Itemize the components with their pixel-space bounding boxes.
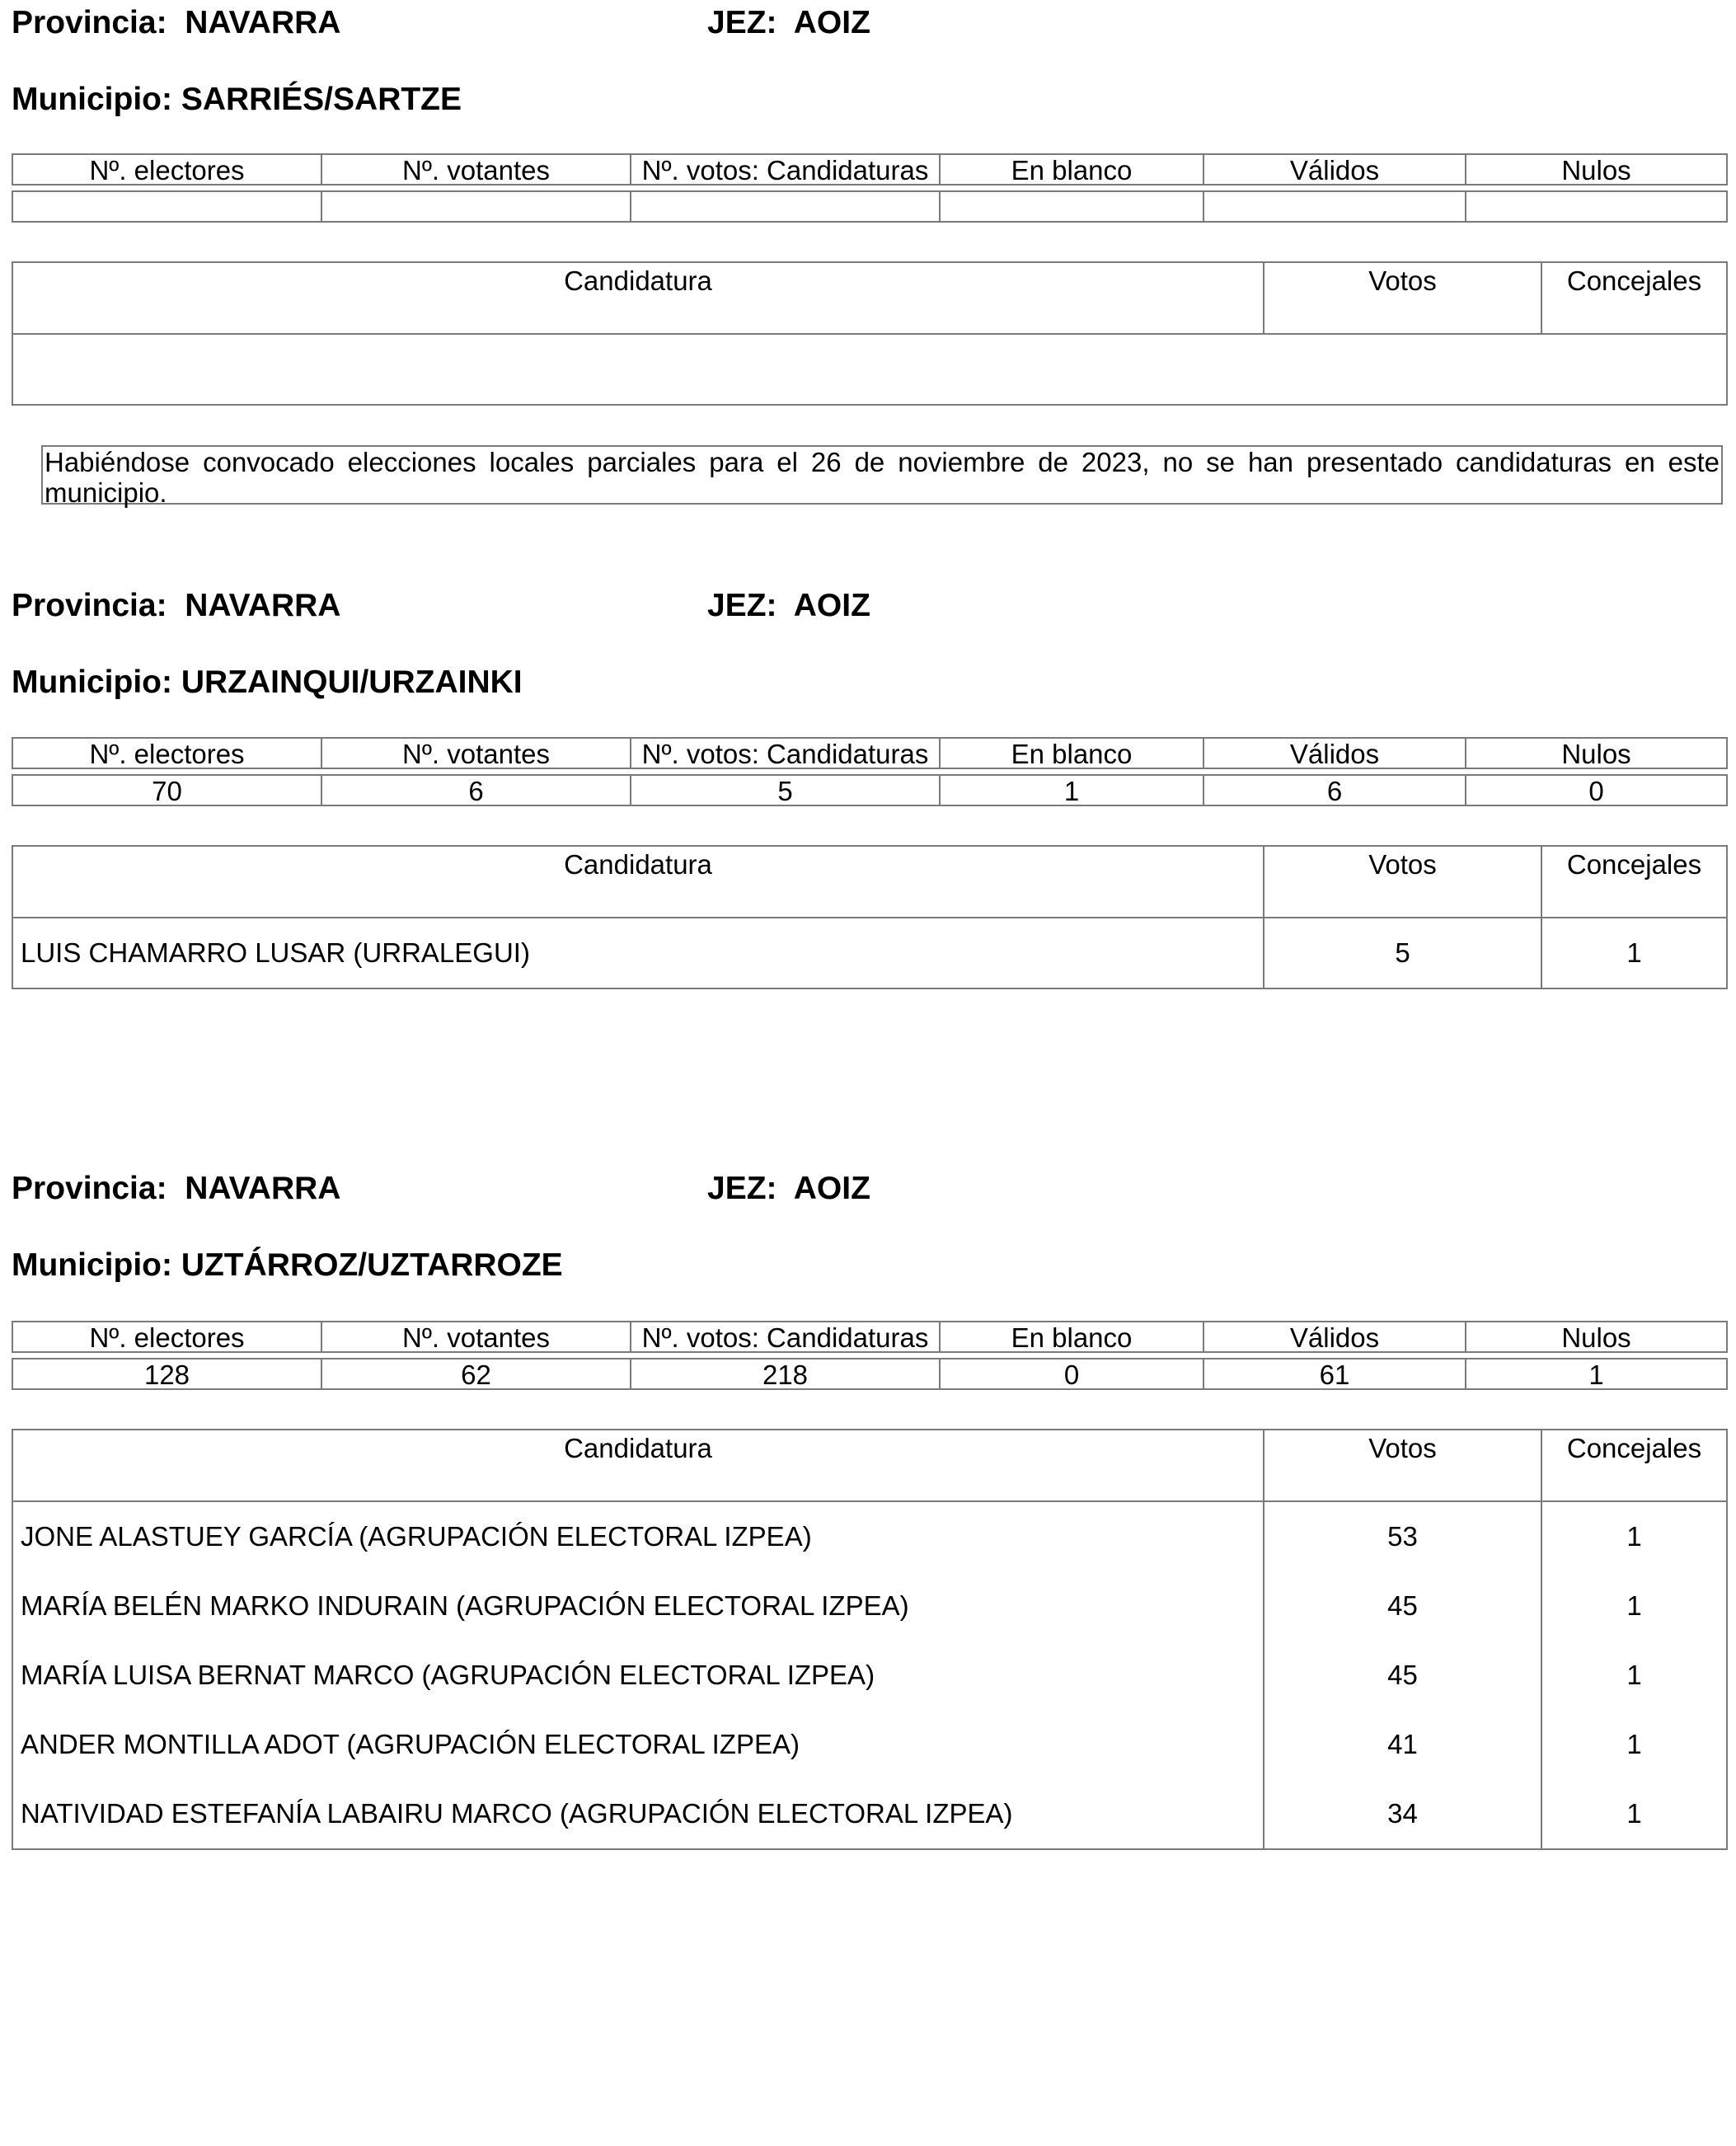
cand-header-row bbox=[12, 1430, 1727, 1501]
municipio-line bbox=[12, 1247, 563, 1284]
stats-value bbox=[940, 191, 1203, 222]
stats-header: Nulos bbox=[1466, 154, 1727, 185]
candidatura-concejales: 1 bbox=[1541, 1641, 1727, 1710]
notice-box: Habiéndose convocado elecciones locales parciales para el 26 de noviembre de 2023, no se han presentado candidaturas en este municipio. bbox=[41, 445, 1723, 505]
stats-header: Nº. votantes bbox=[321, 1322, 631, 1352]
stats-header: Válidos bbox=[1203, 1322, 1466, 1352]
stats-header: Nº. votantes bbox=[321, 154, 631, 185]
table-row bbox=[12, 1779, 1727, 1849]
stats-header: Válidos bbox=[1203, 738, 1466, 768]
candidatura-votos: 45 bbox=[1264, 1571, 1541, 1641]
municipio-value: SARRIÉS/SARTZE bbox=[181, 82, 462, 117]
stats-header-row bbox=[12, 1322, 1727, 1352]
stats-value bbox=[1203, 191, 1466, 222]
stats-header: Nº. electores bbox=[12, 738, 321, 768]
stats-value: 70 bbox=[12, 775, 321, 805]
stats-header: Nº. votantes bbox=[321, 738, 631, 768]
municipio-label: Municipio: bbox=[12, 664, 172, 700]
candidatura-votos: 5 bbox=[1264, 918, 1541, 988]
stats-value-row bbox=[12, 1359, 1727, 1389]
cand-header-row bbox=[12, 262, 1727, 334]
provincia-label: Provincia: bbox=[12, 588, 167, 623]
candidaturas-table bbox=[12, 1429, 1728, 1850]
stats-table bbox=[12, 737, 1728, 806]
candidatura-concejales: 1 bbox=[1541, 918, 1727, 988]
stats-header: En blanco bbox=[940, 1322, 1203, 1352]
jez-label: JEZ: bbox=[707, 588, 777, 623]
candidaturas-table bbox=[12, 845, 1728, 989]
municipio-line bbox=[12, 664, 523, 701]
cand-header-concejales: Concejales bbox=[1541, 846, 1727, 918]
jez-line bbox=[707, 1171, 870, 1207]
candidatura-name: MARÍA BELÉN MARKO INDURAIN (AGRUPACIÓN ELECTORAL IZPEA) bbox=[12, 1571, 1264, 1641]
municipio-line bbox=[12, 82, 462, 118]
stats-table bbox=[12, 1321, 1728, 1390]
stats-header: Nº. electores bbox=[12, 1322, 321, 1352]
stats-value: 6 bbox=[321, 775, 631, 805]
candidatura-votos: 45 bbox=[1264, 1641, 1541, 1710]
table-row bbox=[12, 1710, 1727, 1779]
cand-header-candidatura: Candidatura bbox=[12, 1430, 1264, 1501]
candidatura-concejales: 1 bbox=[1541, 1571, 1727, 1641]
stats-value: 128 bbox=[12, 1359, 321, 1389]
stats-header: Nº. electores bbox=[12, 154, 321, 185]
stats-header: Nº. votos: Candidaturas bbox=[631, 738, 940, 768]
provincia-label: Provincia: bbox=[12, 1171, 167, 1206]
stats-table bbox=[12, 153, 1728, 223]
stats-header: En blanco bbox=[940, 738, 1203, 768]
cand-header-concejales: Concejales bbox=[1541, 262, 1727, 334]
stats-header: Nulos bbox=[1466, 738, 1727, 768]
cand-header-votos: Votos bbox=[1264, 262, 1541, 334]
jez-value: AOIZ bbox=[793, 5, 870, 40]
stats-value: 0 bbox=[1466, 775, 1727, 805]
candidatura-concejales: 1 bbox=[1541, 1779, 1727, 1849]
table-row bbox=[12, 918, 1727, 988]
provincia-value: NAVARRA bbox=[185, 588, 341, 623]
candidatura-name: MARÍA LUISA BERNAT MARCO (AGRUPACIÓN ELECTORAL IZPEA) bbox=[12, 1641, 1264, 1710]
provincia-value: NAVARRA bbox=[185, 5, 341, 40]
cand-header-candidatura: Candidatura bbox=[12, 262, 1264, 334]
candidatura-name: ANDER MONTILLA ADOT (AGRUPACIÓN ELECTORAL IZPEA) bbox=[12, 1710, 1264, 1779]
jez-value: AOIZ bbox=[793, 1171, 870, 1206]
empty-cell bbox=[12, 334, 1727, 405]
stats-value-row bbox=[12, 191, 1727, 222]
stats-value: 61 bbox=[1203, 1359, 1466, 1389]
table-row bbox=[12, 1501, 1727, 1571]
municipio-value: UZTÁRROZ/UZTARROZE bbox=[181, 1247, 563, 1283]
stats-header-row bbox=[12, 738, 1727, 768]
cand-header-concejales: Concejales bbox=[1541, 1430, 1727, 1501]
provincia-line bbox=[12, 5, 340, 41]
stats-header: Nº. votos: Candidaturas bbox=[631, 154, 940, 185]
candidatura-name: JONE ALASTUEY GARCÍA (AGRUPACIÓN ELECTORAL IZPEA) bbox=[12, 1501, 1264, 1571]
candidatura-concejales: 1 bbox=[1541, 1501, 1727, 1571]
stats-value: 6 bbox=[1203, 775, 1466, 805]
stats-header: En blanco bbox=[940, 154, 1203, 185]
jez-value: AOIZ bbox=[793, 588, 870, 623]
stats-value: 5 bbox=[631, 775, 940, 805]
stats-value bbox=[631, 191, 940, 222]
stats-value: 62 bbox=[321, 1359, 631, 1389]
candidatura-votos: 41 bbox=[1264, 1710, 1541, 1779]
provincia-line bbox=[12, 1171, 340, 1207]
table-row bbox=[12, 1641, 1727, 1710]
jez-line bbox=[707, 5, 870, 41]
stats-header: Válidos bbox=[1203, 154, 1466, 185]
municipio-label: Municipio: bbox=[12, 82, 172, 117]
candidatura-name: NATIVIDAD ESTEFANÍA LABAIRU MARCO (AGRUPACIÓN ELECTORAL IZPEA) bbox=[12, 1779, 1264, 1849]
municipio-value: URZAINQUI/URZAINKI bbox=[181, 664, 523, 700]
table-row bbox=[12, 1571, 1727, 1641]
cand-header-votos: Votos bbox=[1264, 846, 1541, 918]
table-row bbox=[12, 334, 1727, 405]
cand-header-votos: Votos bbox=[1264, 1430, 1541, 1501]
stats-value bbox=[12, 191, 321, 222]
stats-value bbox=[321, 191, 631, 222]
provincia-value: NAVARRA bbox=[185, 1171, 341, 1206]
stats-value: 1 bbox=[940, 775, 1203, 805]
stats-header: Nº. votos: Candidaturas bbox=[631, 1322, 940, 1352]
jez-line bbox=[707, 588, 870, 624]
cand-header-row bbox=[12, 846, 1727, 918]
cand-header-candidatura: Candidatura bbox=[12, 846, 1264, 918]
candidaturas-table bbox=[12, 261, 1728, 406]
stats-value-row bbox=[12, 775, 1727, 805]
candidatura-concejales: 1 bbox=[1541, 1710, 1727, 1779]
stats-value bbox=[1466, 191, 1727, 222]
stats-header-row bbox=[12, 154, 1727, 185]
candidatura-name: LUIS CHAMARRO LUSAR (URRALEGUI) bbox=[12, 918, 1264, 988]
candidatura-votos: 53 bbox=[1264, 1501, 1541, 1571]
candidatura-votos: 34 bbox=[1264, 1779, 1541, 1849]
jez-label: JEZ: bbox=[707, 5, 777, 40]
stats-value: 218 bbox=[631, 1359, 940, 1389]
stats-value: 0 bbox=[940, 1359, 1203, 1389]
stats-header: Nulos bbox=[1466, 1322, 1727, 1352]
stats-value: 1 bbox=[1466, 1359, 1727, 1389]
municipio-label: Municipio: bbox=[12, 1247, 172, 1283]
provincia-label: Provincia: bbox=[12, 5, 167, 40]
jez-label: JEZ: bbox=[707, 1171, 777, 1206]
provincia-line bbox=[12, 588, 340, 624]
